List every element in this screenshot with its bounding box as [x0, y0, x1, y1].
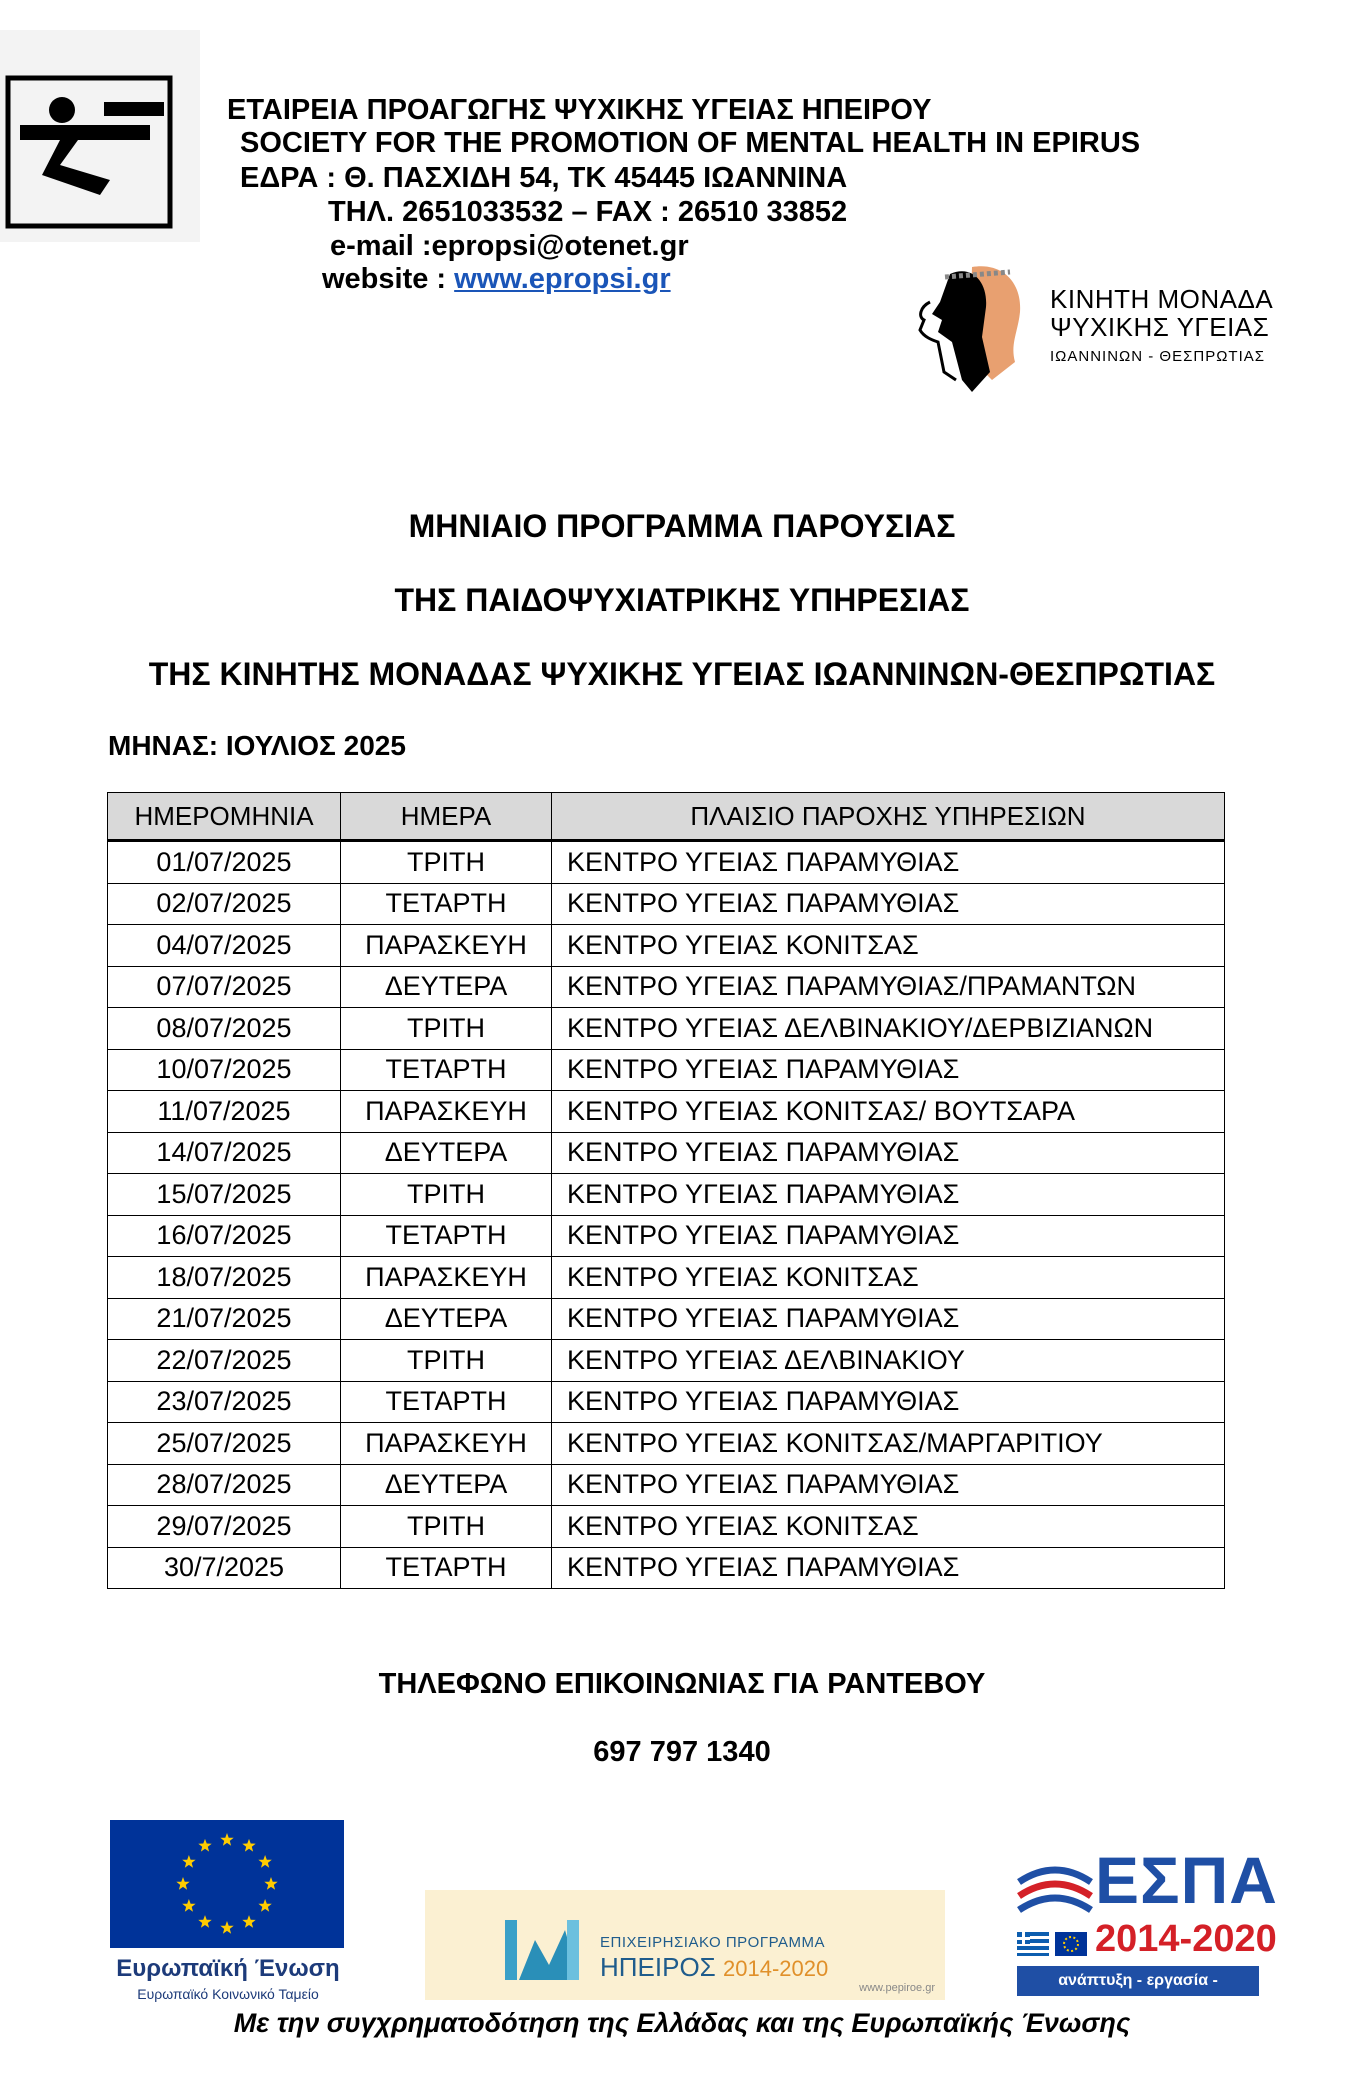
cell-location: ΚΕΝΤΡΟ ΥΓΕΙΑΣ ΠΑΡΑΜΥΘΙΑΣ [552, 1132, 1225, 1174]
cell-date: 18/07/2025 [108, 1257, 341, 1299]
eu-fund: Ευρωπαϊκό Κοινωνικό Ταμείο [137, 1986, 319, 2002]
cell-day: ΔΕΥΤΕΡΑ [341, 1132, 552, 1174]
cell-day: ΤΡΙΤΗ [341, 841, 552, 884]
cell-location: ΚΕΝΤΡΟ ΥΓΕΙΑΣ ΠΑΡΑΜΥΘΙΑΣ [552, 1547, 1225, 1589]
cell-location: ΚΕΝΤΡΟ ΥΓΕΙΑΣ ΠΑΡΑΜΥΘΙΑΣ [552, 1174, 1225, 1216]
cell-day: ΔΕΥΤΕΡΑ [341, 966, 552, 1008]
program-name: ΗΠΕΙΡΟΣ [600, 1952, 716, 1982]
organization-logo [0, 30, 200, 242]
contact-heading: ΤΗΛΕΦΩΝΟ ΕΠΙΚΟΙΝΩΝΙΑΣ ΓΙΑ ΡΑΝΤΕΒΟΥ [378, 1668, 986, 1700]
website-link[interactable]: www.epropsi.gr [454, 263, 671, 295]
table-row [108, 1340, 1225, 1382]
table-row [108, 1132, 1225, 1174]
cell-date: 02/07/2025 [108, 883, 341, 925]
org-phone-fax: ΤΗΛ. 2651033532 – FAX : 26510 33852 [328, 196, 848, 228]
cell-day: ΔΕΥΤΕΡΑ [341, 1298, 552, 1340]
cell-day: ΠΑΡΑΣΚΕΥΗ [341, 1423, 552, 1465]
cofunding-statement: Με την συγχρηματοδότηση της Ελλάδας και της Ευρωπαϊκής Ένωσης [233, 2008, 1131, 2038]
cell-date: 07/07/2025 [108, 966, 341, 1008]
table-row [108, 883, 1225, 925]
website-label: website : [322, 263, 455, 295]
table-row [108, 1091, 1225, 1133]
schedule-table-body [108, 841, 1225, 1589]
table-row [108, 1049, 1225, 1091]
cell-location: ΚΕΝΤΡΟ ΥΓΕΙΑΣ ΠΑΡΑΜΥΘΙΑΣ/ΠΡΑΜΑΝΤΩΝ [552, 966, 1225, 1008]
eu-star-icon [198, 1915, 211, 1928]
cell-date: 25/07/2025 [108, 1423, 341, 1465]
cell-date: 29/07/2025 [108, 1506, 341, 1548]
unit-logo-line3: ΙΩΑΝΝΙΝΩΝ - ΘΕΣΠΡΩΤΙΑΣ [1050, 348, 1266, 365]
eu-logo [110, 1820, 346, 2004]
eu-star-icon [242, 1839, 255, 1852]
eu-star-icon [258, 1855, 271, 1868]
cell-day: ΤΕΤΑΡΤΗ [341, 1215, 552, 1257]
table-row [108, 841, 1225, 884]
table-header-row [108, 793, 1225, 841]
cell-date: 16/07/2025 [108, 1215, 341, 1257]
espa-logo [1017, 1843, 1278, 2019]
table-row [108, 1215, 1225, 1257]
cell-date: 11/07/2025 [108, 1091, 341, 1133]
cell-day: ΤΕΤΑΡΤΗ [341, 1547, 552, 1589]
cell-location: ΚΕΝΤΡΟ ΥΓΕΙΑΣ ΚΟΝΙΤΣΑΣ [552, 1257, 1225, 1299]
cell-date: 15/07/2025 [108, 1174, 341, 1216]
eu-star-icon [220, 1833, 233, 1846]
schedule-table [107, 792, 1225, 1589]
cell-date: 10/07/2025 [108, 1049, 341, 1091]
eu-star-icon [264, 1877, 277, 1890]
cell-location: ΚΕΝΤΡΟ ΥΓΕΙΑΣ ΚΟΝΙΤΣΑΣ [552, 925, 1225, 967]
org-website [322, 263, 671, 296]
cell-day: ΤΡΙΤΗ [341, 1008, 552, 1050]
espa-name: ΕΣΠΑ [1095, 1843, 1278, 1917]
cell-location: ΚΕΝΤΡΟ ΥΓΕΙΑΣ ΚΟΝΙΤΣΑΣ/ ΒΟΥΤΣΑΡΑ [552, 1091, 1225, 1133]
mobile-unit-logo [910, 262, 1290, 402]
cell-day: ΠΑΡΑΣΚΕΥΗ [341, 1257, 552, 1299]
table-row [108, 1008, 1225, 1050]
cell-day: ΠΑΡΑΣΚΕΥΗ [341, 925, 552, 967]
eu-flag-icon [110, 1820, 344, 1948]
org-email: e-mail :epropsi@otenet.gr [330, 230, 689, 262]
cell-day: ΤΕΤΑΡΤΗ [341, 1381, 552, 1423]
cell-location: ΚΕΝΤΡΟ ΥΓΕΙΑΣ ΠΑΡΑΜΥΘΙΑΣ [552, 1215, 1225, 1257]
program-line2 [600, 1952, 828, 1983]
table-row [108, 1381, 1225, 1423]
cell-location: ΚΕΝΤΡΟ ΥΓΕΙΑΣ ΚΟΝΙΤΣΑΣ/ΜΑΡΓΑΡΙΤΙΟΥ [552, 1423, 1225, 1465]
eu-star-icon [242, 1915, 255, 1928]
cell-date: 14/07/2025 [108, 1132, 341, 1174]
org-name-greek: ΕΤΑΙΡΕΙΑ ΠΡΟΑΓΩΓΗΣ ΨΥΧΙΚΗΣ ΥΓΕΙΑΣ ΗΠΕΙΡΟΥ [227, 94, 932, 126]
column-header-date: ΗΜΕΡΟΜΗΝΙΑ [108, 793, 341, 841]
cell-location: ΚΕΝΤΡΟ ΥΓΕΙΑΣ ΠΑΡΑΜΥΘΙΑΣ [552, 883, 1225, 925]
table-row [108, 966, 1225, 1008]
month-label: ΜΗΝΑΣ: ΙΟΥΛΙΟΣ 2025 [108, 730, 406, 761]
column-header-day: ΗΜΕΡΑ [341, 793, 552, 841]
cell-day: ΤΡΙΤΗ [341, 1340, 552, 1382]
cell-location: ΚΕΝΤΡΟ ΥΓΕΙΑΣ ΔΕΛΒΙΝΑΚΙΟΥ/ΔΕΡΒΙΖΙΑΝΩΝ [552, 1008, 1225, 1050]
table-row [108, 1547, 1225, 1589]
cell-day: ΤΕΤΑΡΤΗ [341, 1049, 552, 1091]
cell-date: 28/07/2025 [108, 1464, 341, 1506]
table-row [108, 1174, 1225, 1216]
table-row [108, 1423, 1225, 1465]
title-line-1: ΜΗΝΙΑΙΟ ΠΡΟΓΡΑΜΜΑ ΠΑΡΟΥΣΙΑΣ [408, 508, 956, 544]
program-years: 2014-2020 [723, 1956, 829, 1981]
table-row [108, 925, 1225, 967]
cell-location: ΚΕΝΤΡΟ ΥΓΕΙΑΣ ΠΑΡΑΜΥΘΙΑΣ [552, 1464, 1225, 1506]
cell-location: ΚΕΝΤΡΟ ΥΓΕΙΑΣ ΠΑΡΑΜΥΘΙΑΣ [552, 1298, 1225, 1340]
espa-years: 2014-2020 [1095, 1918, 1277, 1960]
cell-location: ΚΕΝΤΡΟ ΥΓΕΙΑΣ ΔΕΛΒΙΝΑΚΙΟΥ [552, 1340, 1225, 1382]
cell-date: 01/07/2025 [108, 841, 341, 884]
org-name-english: SOCIETY FOR THE PROMOTION OF MENTAL HEALTH IN EPIRUS [240, 127, 1141, 159]
cell-day: ΤΡΙΤΗ [341, 1174, 552, 1216]
unit-logo-line2: ΨΥΧΙΚΗΣ ΥΓΕΙΑΣ [1050, 312, 1270, 342]
program-epirus-logo [425, 1890, 945, 2000]
table-row [108, 1506, 1225, 1548]
program-web: www.pepiroe.gr [859, 1982, 935, 1994]
program-line1: ΕΠΙΧΕΙΡΗΣΙΑΚΟ ΠΡΟΓΡΑΜΜΑ [600, 1934, 826, 1951]
eu-star-icon [220, 1921, 233, 1934]
cell-location: ΚΕΝΤΡΟ ΥΓΕΙΑΣ ΠΑΡΑΜΥΘΙΑΣ [552, 1381, 1225, 1423]
espa-waves-icon [1017, 1852, 1093, 1922]
program-emblem-icon [505, 1910, 585, 1990]
faces-icon [910, 262, 1050, 397]
cell-date: 21/07/2025 [108, 1298, 341, 1340]
eu-star-icon [258, 1899, 271, 1912]
cell-day: ΤΕΤΑΡΤΗ [341, 883, 552, 925]
espa-tagline: ανάπτυξη - εργασία - αλληλεγγύη [1017, 1966, 1259, 1996]
table-row [108, 1257, 1225, 1299]
column-header-location: ΠΛΑΙΣΙΟ ΠΑΡΟΧΗΣ ΥΠΗΡΕΣΙΩΝ [552, 793, 1225, 841]
org-address: ΕΔΡΑ : Θ. ΠΑΣΧΙΔΗ 54, ΤΚ 45445 ΙΩΑΝΝΙΝΑ [240, 162, 848, 194]
eu-star-icon [198, 1839, 211, 1852]
cell-location: ΚΕΝΤΡΟ ΥΓΕΙΑΣ ΠΑΡΑΜΥΘΙΑΣ [552, 1049, 1225, 1091]
table-row [108, 1464, 1225, 1506]
eu-star-icon [176, 1877, 189, 1890]
eu-name: Ευρωπαϊκή Ένωση [116, 1955, 340, 1982]
cell-date: 04/07/2025 [108, 925, 341, 967]
title-line-3: ΤΗΣ ΚΙΝΗΤΗΣ ΜΟΝΑΔΑΣ ΨΥΧΙΚΗΣ ΥΓΕΙΑΣ ΙΩΑΝΝΙΝΩΝ-ΘΕΣΠΡΩΤΙΑΣ [148, 656, 1216, 692]
eu-star-icon [182, 1855, 195, 1868]
cell-location: ΚΕΝΤΡΟ ΥΓΕΙΑΣ ΚΟΝΙΤΣΑΣ [552, 1506, 1225, 1548]
cell-day: ΤΡΙΤΗ [341, 1506, 552, 1548]
contact-phone: 697 797 1340 [593, 1736, 771, 1768]
eu-star-icon [182, 1899, 195, 1912]
title-line-2: ΤΗΣ ΠΑΙΔΟΨΥΧΙΑΤΡΙΚΗΣ ΥΠΗΡΕΣΙΑΣ [394, 582, 970, 618]
cell-day: ΠΑΡΑΣΚΕΥΗ [341, 1091, 552, 1133]
cell-day: ΔΕΥΤΕΡΑ [341, 1464, 552, 1506]
cell-date: 23/07/2025 [108, 1381, 341, 1423]
cell-location: ΚΕΝΤΡΟ ΥΓΕΙΑΣ ΠΑΡΑΜΥΘΙΑΣ [552, 841, 1225, 884]
cell-date: 30/7/2025 [108, 1547, 341, 1589]
cell-date: 22/07/2025 [108, 1340, 341, 1382]
table-row [108, 1298, 1225, 1340]
unit-logo-line1: ΚΙΝΗΤΗ ΜΟΝΑΔΑ [1050, 284, 1274, 314]
greece-eu-flags-icon [1017, 1928, 1089, 1964]
cell-date: 08/07/2025 [108, 1008, 341, 1050]
